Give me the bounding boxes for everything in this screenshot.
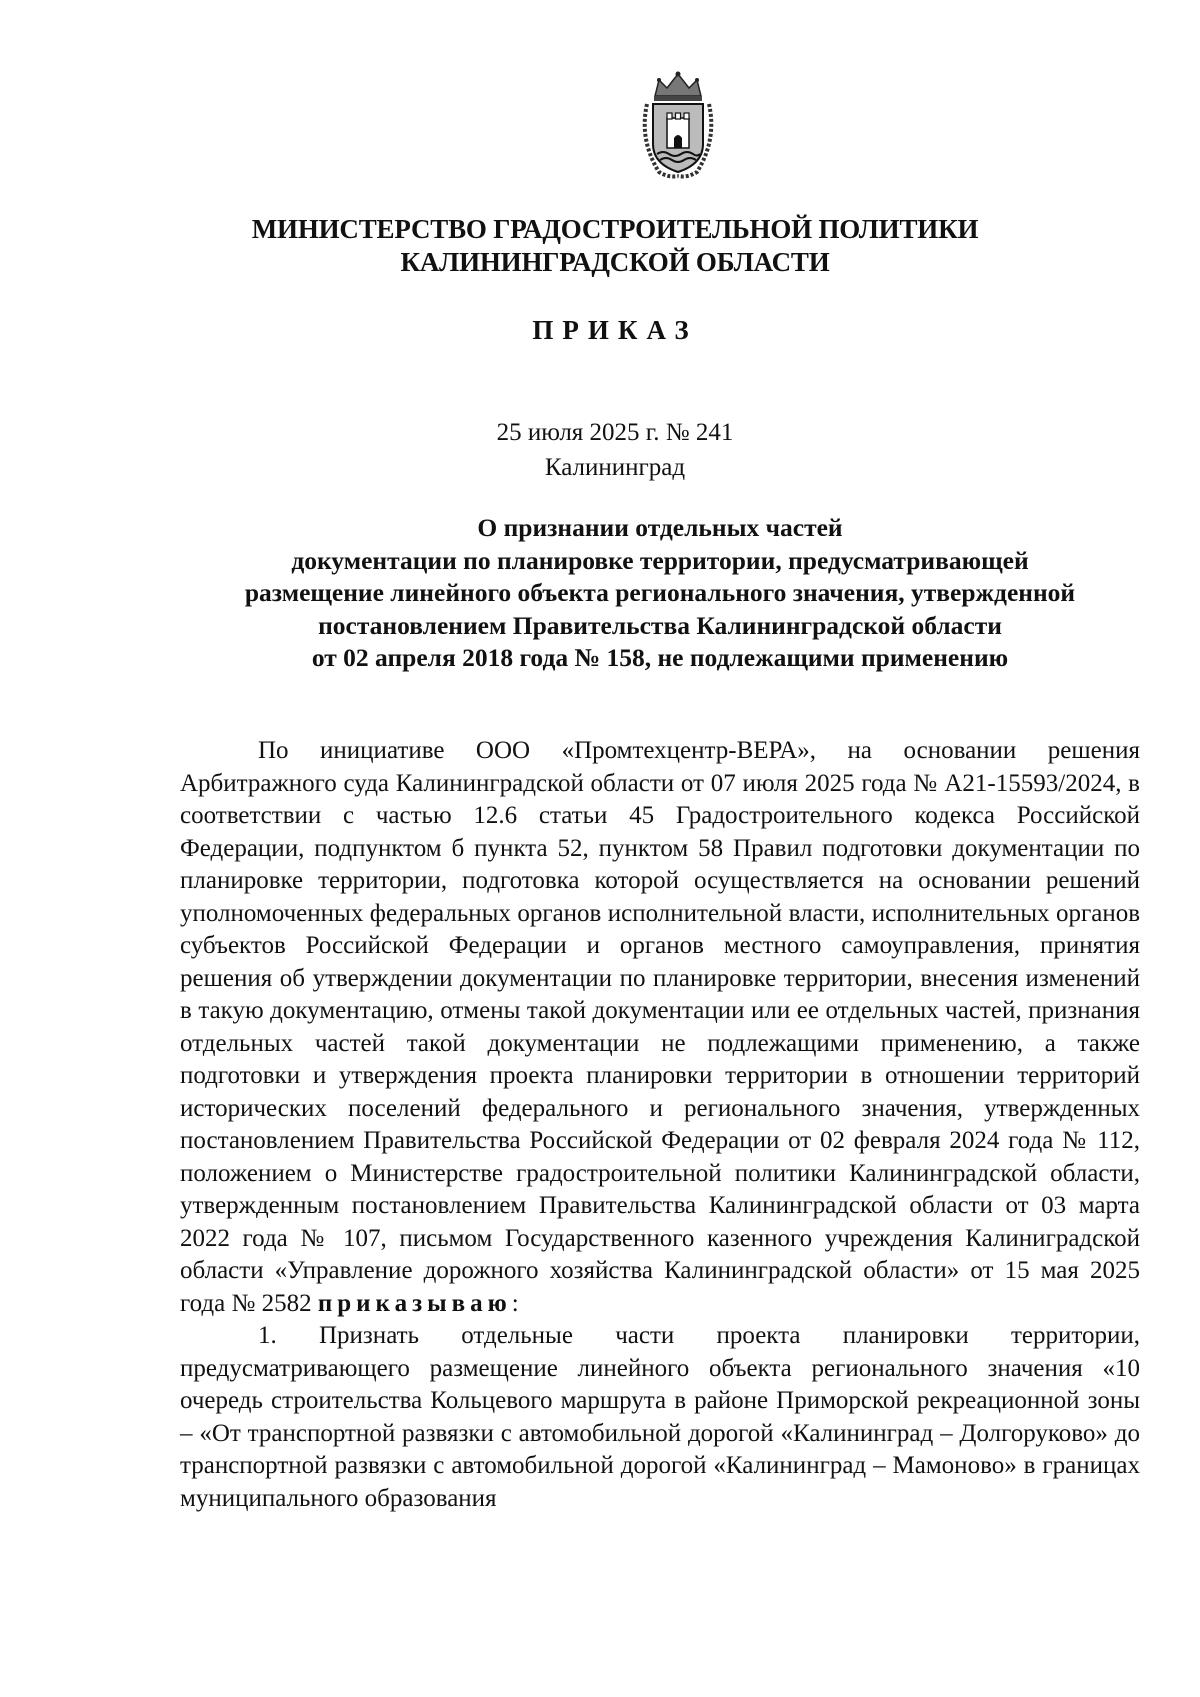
ministry-name-line2: КАЛИНИНГРАДСКОЙ ОБЛАСТИ	[400, 247, 830, 277]
document-subject	[180, 512, 1140, 675]
preamble-end: :	[511, 1289, 519, 1317]
date-and-number: 25 июля 2025 г. № 241	[496, 419, 734, 446]
subject-line: документации по планировке территории, предусматривающей	[291, 545, 1029, 575]
subject-line: постановлением Правительства Калининградской области	[318, 610, 1002, 640]
city: Калининград	[544, 454, 686, 481]
order-word: приказываю	[317, 1289, 512, 1317]
clause-1-paragraph: 1. Признать отдельные части проекта планировки территории, предусматривающего размещение линейного объекта регионального значения «10 очередь строительства Кольцевого маршрута в районе Приморской рекреационной зоны – «От транспортной развязки с автомобильной дорогой «Калининград – Долгоруково» до транспортной развязки с автомобильной дорогой «Калининград – Мамоново» в границах муниципального образования	[180, 1322, 1140, 1512]
preamble-paragraph	[180, 735, 1140, 1320]
ministry-name-line1: МИНИСТЕРСТВО ГРАДОСТРОИТЕЛЬНОЙ ПОЛИТИКИ	[251, 214, 979, 244]
document-body	[180, 735, 1140, 1515]
subject-line: от 02 апреля 2018 года № 158, не подлежащими применению	[311, 643, 1009, 672]
document-type: ПРИКАЗ	[532, 315, 698, 345]
document-meta	[0, 415, 1200, 485]
coat-of-arms-icon	[637, 70, 719, 180]
preamble-text: По инициативе ООО «Промтехцентр-ВЕРА», на основании решения Арбитражного суда Калининградской области от 07 июля 2025 года № А21-15593/2024, в соответствии с частью 12.6 статьи 45 Градостроительного кодекса Российской Федерации, подпунктом б пункта 52, пунктом 58 Правил подготовки документации по планировке территории, подготовка которой осуществляется на основании решений уполномоченных федеральных органов исполнительной власти, исполнительных органов субъектов Российской Федерации и органов местного самоуправления, принятия решения об утверждении документации по планировке территории, внесения изменений в такую документацию, отмены такой документации или ее отдельных частей, признания отдельных частей такой документации не подлежащими применению, а также подготовки и утверждения проекта планировки территории в отношении территорий исторических поселений федерального и регионального значения, утвержденных постановлением Правительства Российской Федерации от 02 февраля 2024 года № 112, положением о Министерстве градостроительной политики Калининградской области, утвержденным постановлением Правительства Калининградской области от 03 марта 2022 года № 107, письмом Государственного казенного учреждения Калиниградской области «Управление дорожного хозяйства Калининградской области» от 15 мая 2025 года № 2582	[180, 737, 1140, 1317]
ministry-name	[0, 213, 1200, 279]
subject-line: размещение линейного объекта регионального значения, утвержденной	[244, 578, 1076, 607]
subject-line: О признании отдельных частей	[477, 513, 843, 542]
